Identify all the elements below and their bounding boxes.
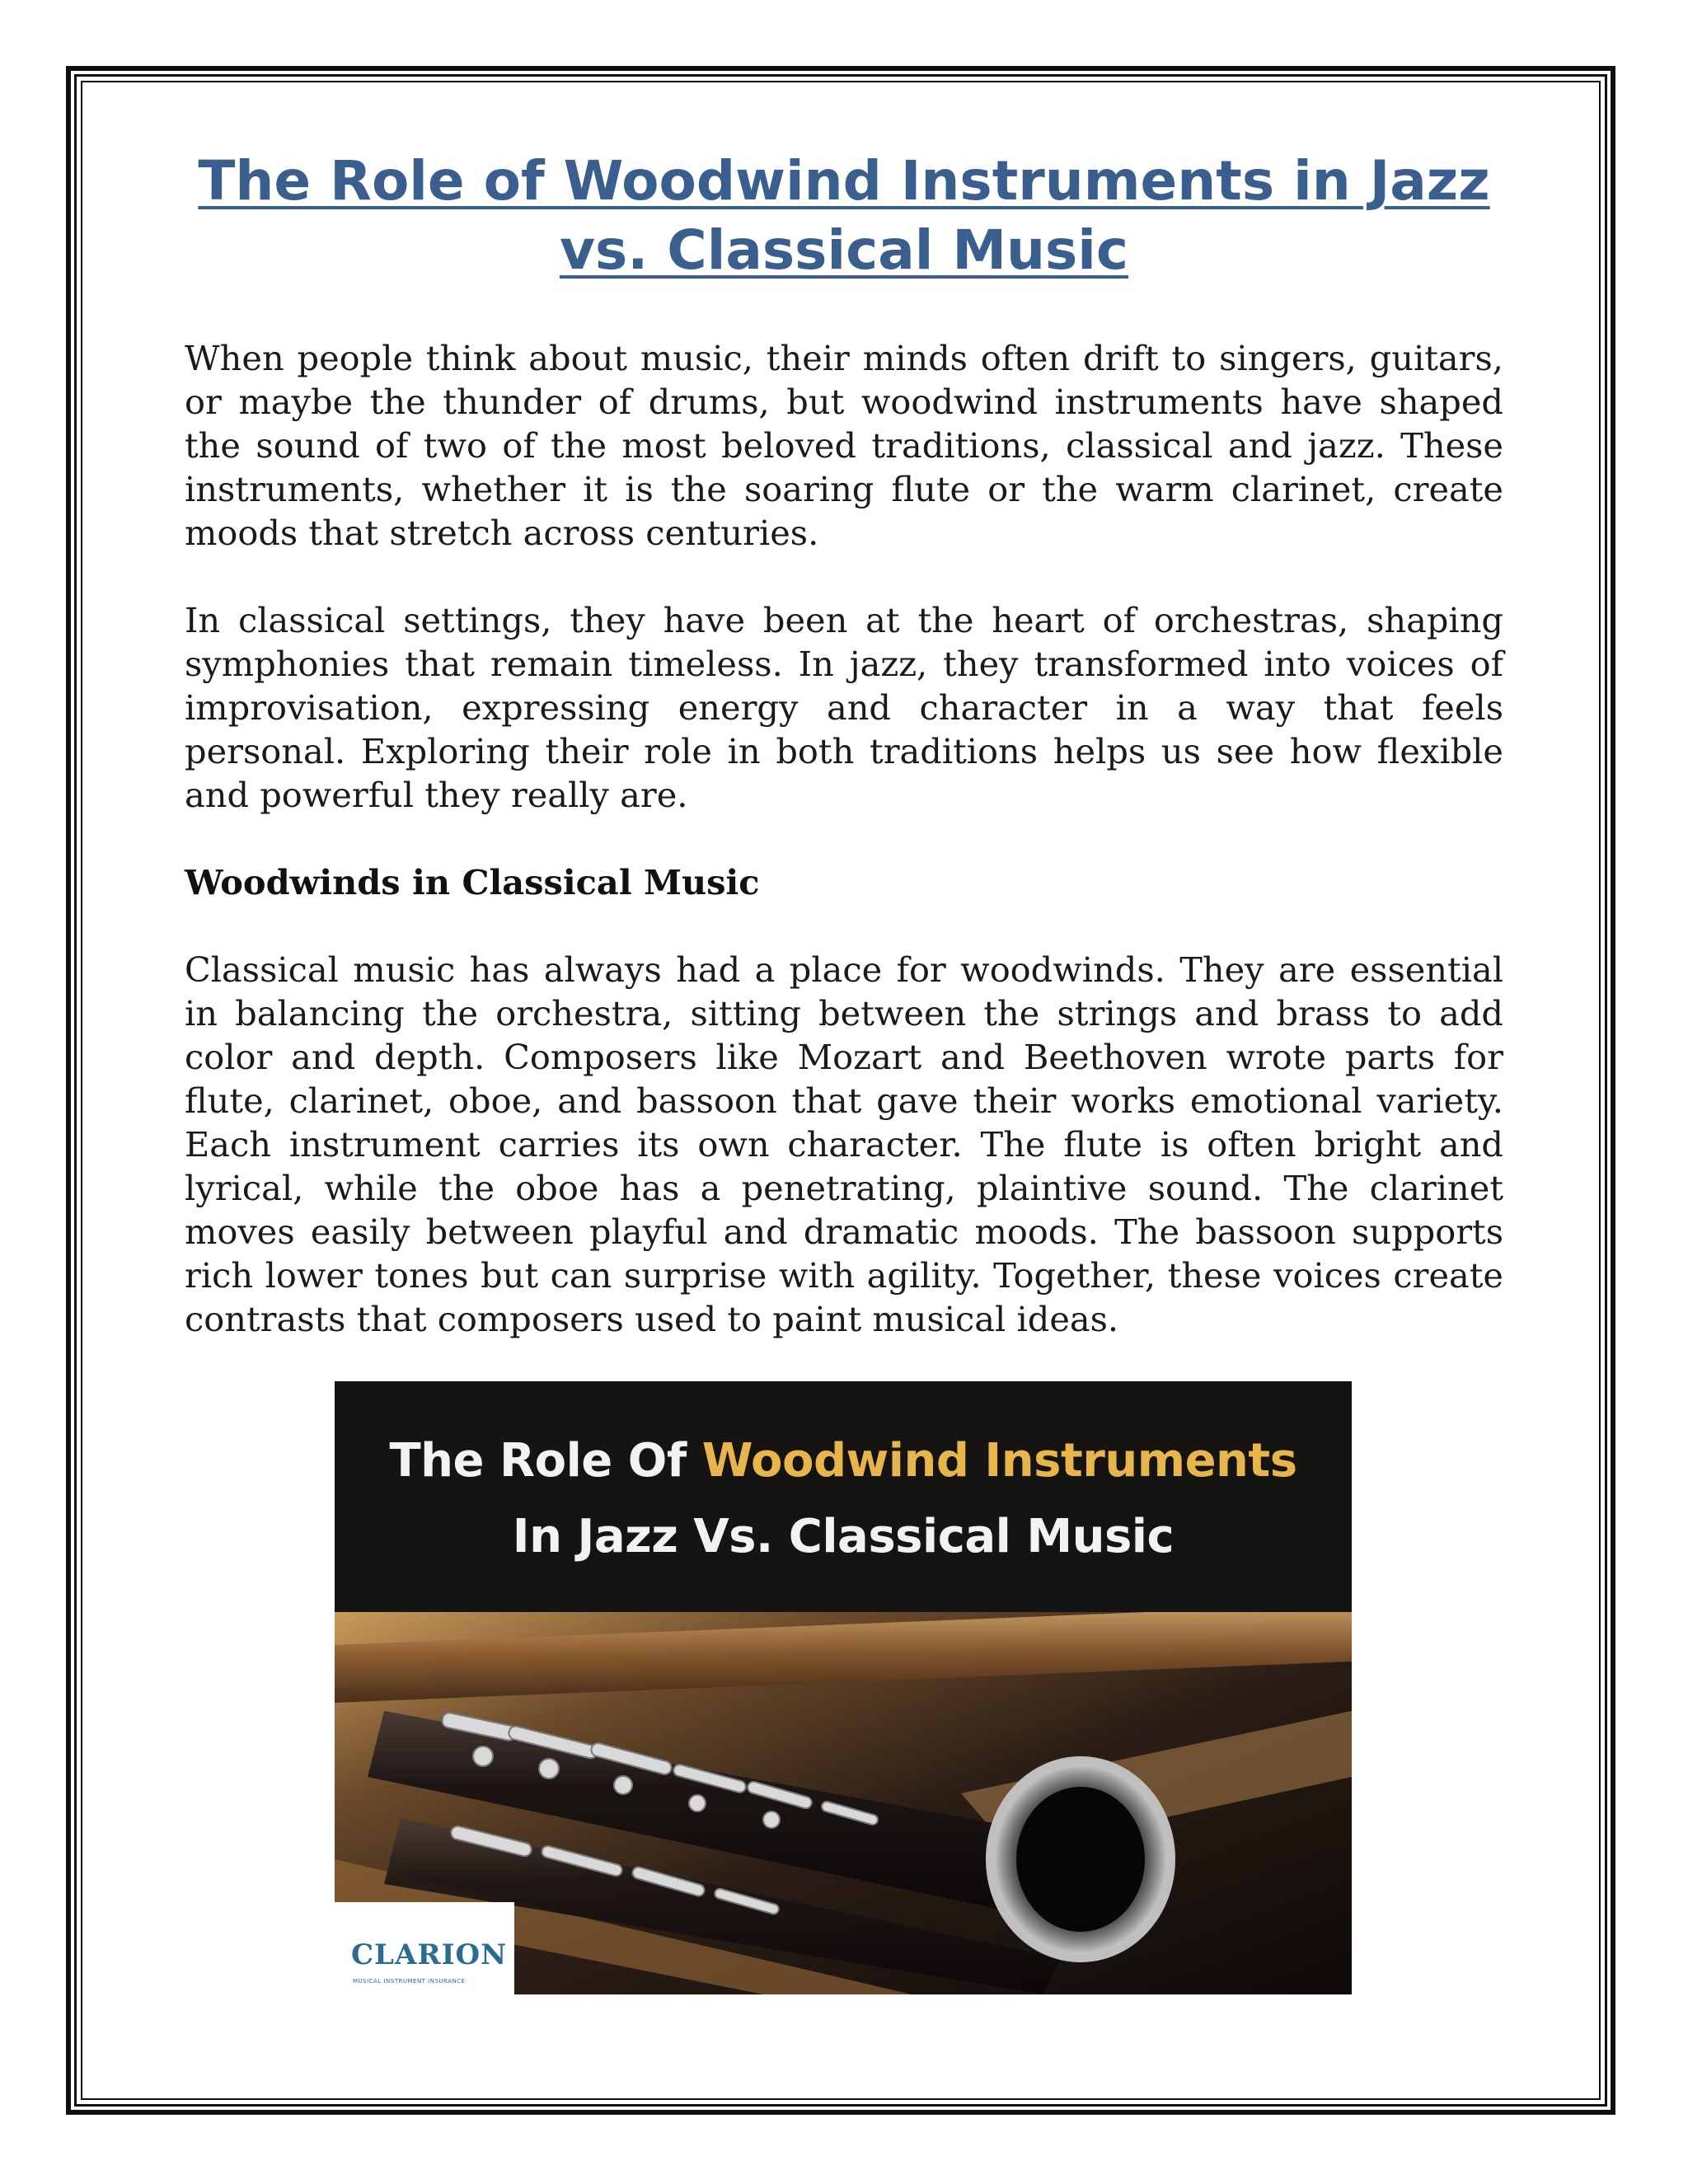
banner-title-line-1 <box>335 1434 1352 1488</box>
banner-title-accent: Woodwind Instruments <box>701 1434 1297 1488</box>
document-title[interactable]: The Role of Woodwind Instruments in Jazz vs. Classical Music <box>198 149 1490 282</box>
section-heading: Woodwinds in Classical Music <box>185 862 760 902</box>
clarion-logo <box>335 1902 514 1994</box>
section-paragraph: Classical music has always had a place for woodwinds. They are essential in balancing the orchestra, sitting between the strings and brass to add color and depth. Composers like Mozart and Beethoven wrote parts for flute, clarinet, oboe, and bassoon that gave their works emotional variety. Each instrument carries its own character. The flute is often bright and lyrical, while the oboe has a penetrating, plaintive sound. The clarinet moves easily between playful and dramatic moods. The bassoon supports rich lower tones but can surprise with agility. Together, these voices create contrasts that composers used to paint musical ideas. <box>185 949 1503 1339</box>
banner-title-line-2: In Jazz Vs. Classical Music <box>512 1510 1175 1563</box>
banner-title-area <box>335 1381 1352 1612</box>
banner-title-prefix: The Role Of <box>389 1434 702 1488</box>
intro-paragraph-2: In classical settings, they have been at the heart of orchestras, shaping symphonies that remain timeless. In jazz, they transformed into voices of improvisation, expressing energy and character in a way that feels personal. Exploring their role in both traditions helps us see how flexible and powerful they really are. <box>185 600 1503 815</box>
logo-text: CLARION <box>351 1938 508 1971</box>
article-banner-image <box>335 1381 1352 1994</box>
logo-subtext: MUSICAL INSTRUMENT INSURANCE <box>353 1978 466 1985</box>
intro-paragraph-1: When people think about music, their minds often drift to singers, guitars, or maybe the thunder of drums, but woodwind instruments have shaped the sound of two of the most beloved traditions, classical and jazz. These instruments, whether it is the soaring flute or the warm clarinet, create moods that stretch across centuries. <box>185 338 1503 553</box>
document-content <box>185 147 1503 1341</box>
